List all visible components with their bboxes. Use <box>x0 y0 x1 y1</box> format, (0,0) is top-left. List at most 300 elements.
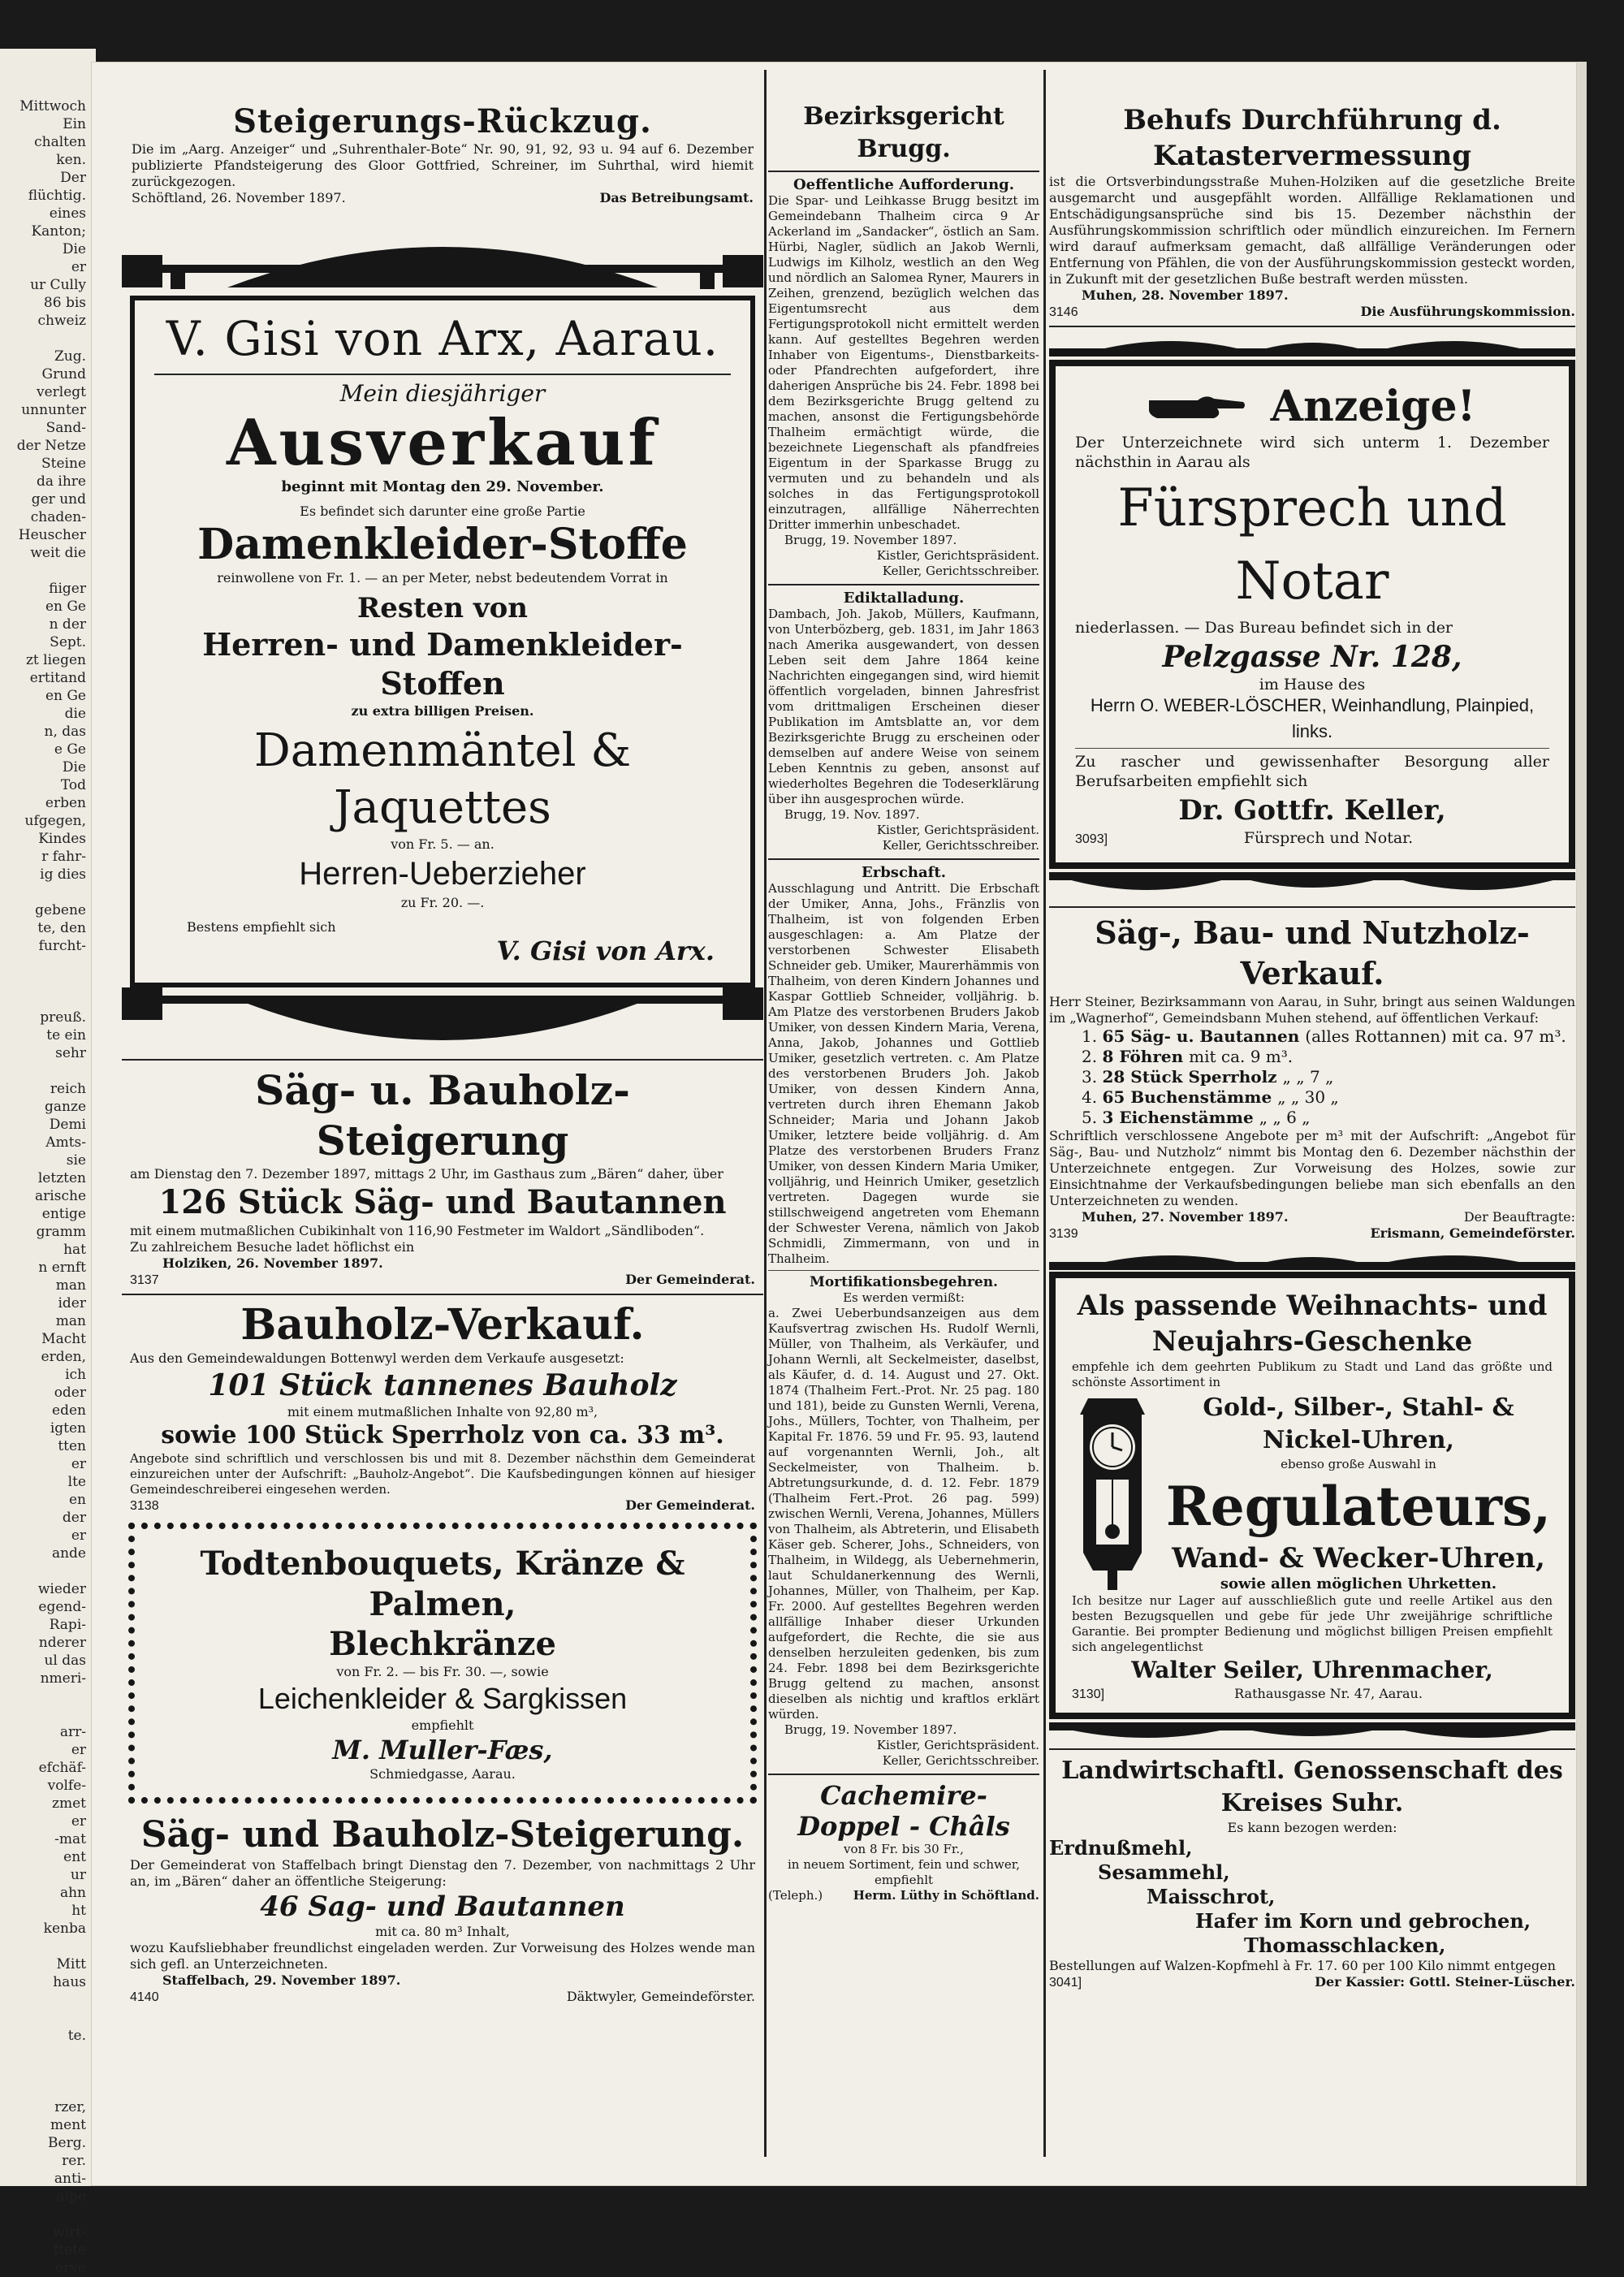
gisi-note: Es befindet sich darunter eine große Partie <box>300 503 585 519</box>
seiler-name: Walter Seiler, Uhrenmacher, <box>1131 1657 1493 1683</box>
gisi-item3: Damenmäntel & Jaquettes <box>253 724 632 834</box>
gutter-line: igten <box>50 1420 86 1437</box>
gutter-line: da ihre <box>37 473 86 490</box>
gutter-line: te, den <box>37 920 86 936</box>
ad-rec: empfiehlt <box>411 1717 474 1733</box>
gisi-item2a: Resten von <box>356 592 529 624</box>
gutter-line: chweiz <box>37 313 86 329</box>
product-item: Sesammehl, <box>1098 1860 1230 1884</box>
page-edge-right <box>1577 62 1587 2186</box>
gutter-line: Zug. <box>54 348 86 365</box>
notice-saeg-bauholz-staffelbach <box>122 1813 763 2006</box>
ad-line1: von 8 Fr. bis 30 Fr., <box>844 1842 964 1856</box>
gisi-headline: Ausverkauf <box>226 406 659 480</box>
gutter-line: eines <box>49 205 86 222</box>
gutter-line: hat <box>63 1242 86 1258</box>
gutter-line: letzten <box>37 1170 86 1186</box>
wood-item-number: 4. <box>1082 1087 1103 1107</box>
gisi-start: beginnt mit Montag den 29. November. <box>281 478 604 495</box>
notice-sign: Das Betreibungsamt. <box>599 190 754 205</box>
gisi-item4-detail: zu Fr. 20. —. <box>400 895 485 910</box>
gutter-line: e Ge <box>54 741 86 758</box>
gisi-item3-detail: von Fr. 5. — an. <box>391 836 495 852</box>
gutter-line: flüchtig. <box>28 188 86 204</box>
product-list <box>1049 1836 1575 1958</box>
wood-item <box>1082 1108 1575 1128</box>
notice-body: Ausschlagung und Antritt. Die Erbschaft der Umiker, Anna, Johs., Fränzlis von Thalheim, ist von folgenden Erben ausgeschlagen: a. Am Platze der verstorbenen Schwester Elisabeth Schneider geb. Umiker, Maurerhämmis von Thalheim, von deren Kindern Johannes und Kaspar Gottlieb Schneider, volljährig. b. Am Platze des verstorbenen Bruders Jakob Umiker, von dessen Kindern Maria, Verena, Anna, Jakob, Johannes und Gottlieb Umiker, gesetzlich vertreten. c. Am Platze des verstorbenen Bruders Joh. Jakob Umiker, von dessen Kindern Anna, vertreten durch ihren Ehemann Jakob Schneider; Maria und Johann Jakob Umiker, letztere beide volljährig. d. Am Platze des verstorbenen Bruders Franz Umiker, von dessen Kindern Maria Umiker, volljährig, und Heinrich Umiker, gesetzlich vertreten. Dagegen wurde sie stillschweigend angetreten vom Ehemann der Schwester Verena, nämlich von Jakob Schmidli, Zimmermann, von und in Thalheim. <box>768 881 1039 1266</box>
gutter-line: man <box>55 1277 86 1294</box>
gutter-line: sehr <box>55 1045 86 1061</box>
gutter-line: ent <box>63 1849 86 1865</box>
product-item: Erdnußmehl, <box>1049 1836 1193 1860</box>
notice-title: Landwirtschaftl. Genossenschaft des Kreises Suhr. <box>1061 1756 1563 1817</box>
notice-sign1: Der Beauftragte: <box>1463 1209 1575 1225</box>
anzeige-big: Fürsprech und Notar <box>1117 478 1507 611</box>
gutter-line <box>0 2045 86 2063</box>
notice-title: Bauholz-Verkauf. <box>240 1300 645 1350</box>
wood-item <box>1082 1067 1575 1087</box>
anzeige-line3: Zu rascher und gewissenhafter Besorgung aller Berufsarbeiten empfiehlt sich <box>1075 753 1549 790</box>
notice-sign: Die Ausführungskommission. <box>1360 304 1575 319</box>
notice-mortifikation <box>768 1274 1039 1769</box>
divider <box>768 584 1039 585</box>
gutter-line: Mittwoch <box>19 98 86 114</box>
gutter-line <box>0 2063 86 2080</box>
notice-line1: Aus den Gemeindewaldungen Bottenwyl werden dem Verkaufe ausgesetzt: <box>130 1350 624 1366</box>
seiler-body: Ich besitze nur Lager auf ausschließlich gute und reelle Artikel aus den besten Bezugsquellen und gebe für jede Uhr zweijährige schriftliche Garantie. Bei prompter Bedienung und möglichst billigen Preisen empfiehlt sich angelegentlichst <box>1072 1593 1553 1654</box>
gutter-line: Kanton; <box>31 223 86 240</box>
ad-cachemire <box>768 1780 1039 1903</box>
notice-title: Mortifikationsbegehren. <box>810 1274 998 1290</box>
divider <box>768 1270 1039 1271</box>
wood-item-qty: 28 <box>1102 1067 1131 1087</box>
notice-sign: Der Gemeinderat. <box>625 1272 755 1287</box>
gutter-line: wirt- <box>53 2224 86 2240</box>
regulator-clock-icon <box>1072 1390 1153 1593</box>
notice-title: Behufs Durchführung d. Katastervermessung <box>1123 104 1501 172</box>
notice-line1: Der Gemeinderat von Staffelbach bringt Dienstag den 7. Dezember, von nachmittags 2 Uhr an, im „Bären“ daher an öffentliche Steigerung: <box>130 1857 755 1889</box>
gutter-line: zt liegen <box>25 652 86 668</box>
gutter-line <box>0 884 86 901</box>
wood-item-number: 1. <box>1082 1026 1103 1046</box>
wood-item-kind: Buchenstämme <box>1130 1087 1278 1107</box>
ad-todtenbouquets <box>128 1523 757 1804</box>
gutter-line: Amts- <box>45 1134 86 1151</box>
notice-sign1: Kistler, Gerichtspräsident. <box>876 823 1039 837</box>
divider <box>122 1294 763 1295</box>
gutter-line <box>0 2080 86 2098</box>
gutter-line <box>0 1938 86 1955</box>
notice-number: 3137 <box>130 1273 159 1287</box>
gutter-line: Grund <box>41 366 86 382</box>
gutter-line: Demi <box>49 1117 86 1133</box>
notice-saeg-bauholz-steigerung <box>122 1065 763 1289</box>
gutter-line: man <box>55 1313 86 1329</box>
gutter-line: entige <box>41 1206 86 1222</box>
gutter-line: -mat <box>54 1831 86 1847</box>
notice-number: 3041] <box>1049 1976 1082 1990</box>
wood-item-number: 5. <box>1082 1108 1103 1127</box>
gutter-line: Die <box>62 241 86 257</box>
gutter-line <box>0 1687 86 1705</box>
gutter-line: n ernft <box>38 1259 86 1276</box>
notice-sign2: Keller, Gerichtsschreiber. <box>882 564 1039 578</box>
gutter-line <box>0 955 86 973</box>
wood-item <box>1082 1047 1575 1067</box>
wood-item-rest: „ „ 6 „ <box>1259 1108 1311 1127</box>
gutter-line: te. <box>67 2028 86 2044</box>
gutter-line: nderer <box>38 1635 86 1651</box>
wood-item-qty: 65 <box>1102 1026 1131 1046</box>
gutter-line: rer. <box>62 2153 86 2169</box>
seiler-addr: Rathausgasse Nr. 47, Aarau. <box>1234 1686 1423 1701</box>
gisi-item2b: Herren- und Damenkleider-Stoffen <box>202 626 683 702</box>
court-header: Bezirksgericht Brugg. <box>803 102 1004 163</box>
notice-body: Dambach, Joh. Jakob, Müllers, Kaufmann, von Unterbözberg, geb. 1831, im Jahr 1863 nach Amerika ausgewandert, von dessen Leben seit dem Jahre 1864 keine Nachrichten eingegangen sind, wird hiemit öffentlich vorgeladen, binnen Jahresfrist vom drittmaligen Erscheinen dieser Publikation im Amtsblatte an, vor dem Bezirksgerichte Brugg zu erscheinen oder demselben auf andere Weise von seinem Leben Kenntnis zu geben, ansonst auf wiederholtes Begehren die Todeserklärung über ihn ausgesprochen würde. <box>768 607 1039 806</box>
seiler-box <box>1049 1272 1575 1719</box>
product-item: Maisschrot, <box>1147 1885 1276 1908</box>
gutter-line: die <box>64 706 86 722</box>
wood-item-kind: Föhren <box>1119 1047 1190 1066</box>
seiler-title2: Neujahrs-Geschenke <box>1151 1325 1473 1358</box>
notice-title: Säg-, Bau- und Nutzholz-Verkauf. <box>1095 914 1530 992</box>
anzeige-owner: Herrn O. WEBER-LÖSCHER, Weinhandlung, Plainpied, links. <box>1090 695 1535 741</box>
gutter-line: kenba <box>43 1921 86 1937</box>
notice-place: Brugg, 19. November 1897. <box>784 533 957 547</box>
notice-title: Erbschaft. <box>862 864 946 881</box>
wood-item-number: 3. <box>1082 1067 1103 1087</box>
notice-body: Schriftlich verschlossene Angebote per m³ mit der Aufschrift: „Angebot für Säg-, Bau- und Nutzholz“ nimmt bis Montag den 6. Dezember nächsthin der Unterzeichnete entgegen. Zur Vorweisung des Holzes, sowie zur Einsichtnahme der Verkaufsbedingungen beliebe man sich ebenfalls an den Unterzeichneten zu wenden. <box>1049 1128 1575 1208</box>
gutter-line: n der <box>49 616 86 633</box>
seiler-intro: empfehle ich dem geehrten Publikum zu Stadt und Land das größte und schönste Assortiment in <box>1072 1359 1553 1389</box>
seiler-line3: Wand- & Wecker-Uhren, <box>1172 1541 1545 1575</box>
gutter-line <box>0 973 86 991</box>
gutter-line: Sept. <box>50 634 86 650</box>
notice-place: Holziken, 26. November 1897. <box>162 1255 383 1271</box>
pointing-hand-icon <box>1149 391 1246 423</box>
gisi-item2-detail: zu extra billigen Preisen. <box>351 703 534 719</box>
ad-line2: in neuem Sortiment, fein und schwer, empfiehlt <box>787 1857 1021 1887</box>
ornament-bottom <box>1049 1719 1575 1743</box>
gutter-line: wieder <box>37 1581 86 1597</box>
gutter-line <box>0 1562 86 1580</box>
gutter-line: gebene <box>35 902 86 918</box>
gutter-line <box>0 1705 86 1723</box>
notice-steigerungs-rueckzug <box>122 102 763 206</box>
ad-anzeige-notar <box>1049 332 1575 901</box>
ad-sub: Blechkränze <box>329 1625 556 1663</box>
anzeige-role: Fürsprech und Notar. <box>1243 829 1414 847</box>
divider <box>768 1774 1039 1775</box>
anzeige-name: Dr. Gottfr. Keller, <box>1178 794 1446 827</box>
notice-place: Staffelbach, 29. November 1897. <box>162 1972 401 1988</box>
notice-line3: Zu zahlreichem Besuche ladet höflichst ein <box>130 1239 415 1255</box>
gutter-line: haus <box>53 1974 86 1990</box>
gutter-line: tten <box>58 1438 86 1454</box>
gutter-line: er <box>71 259 86 275</box>
seiler-line4: sowie allen möglichen Uhrketten. <box>1220 1575 1497 1592</box>
gutter-line <box>0 991 86 1009</box>
gutter-line <box>0 562 86 580</box>
divider <box>768 858 1039 860</box>
gutter-line: arische <box>35 1188 86 1204</box>
gutter-line: r fahr- <box>41 849 86 865</box>
gutter-line: zmet <box>52 1795 86 1812</box>
notice-place: Brugg, 19. Nov. 1897. <box>784 807 920 822</box>
notice-title: Steigerungs-Rückzug. <box>233 102 652 140</box>
ornament-bottom <box>1049 869 1575 901</box>
notice-big: 46 Sag- und Bautannen <box>260 1890 625 1923</box>
gutter-line: en Ge <box>45 598 86 615</box>
anzeige-box <box>1049 360 1575 869</box>
gutter-line: egend- <box>38 1599 86 1615</box>
wood-item <box>1082 1026 1575 1047</box>
notice-sign: Der Gemeinderat. <box>625 1497 755 1513</box>
gutter-line: eden <box>52 1402 86 1419</box>
notice-sign2: Keller, Gerichtsschreiber. <box>882 1753 1039 1768</box>
ad-title1: Cachemire- <box>820 1780 987 1811</box>
wood-item <box>1082 1087 1575 1108</box>
gutter-line: erden, <box>41 1349 86 1365</box>
notice-erbschaft <box>768 865 1039 1267</box>
gutter-line: Berg. <box>48 2135 86 2151</box>
notice-sign1: Kistler, Gerichtspräsident. <box>876 548 1039 563</box>
wood-item-kind: Stück Sperrholz <box>1130 1067 1283 1087</box>
anzeige-line1: Der Unterzeichnete wird sich unterm 1. Dezember nächsthin in Aarau als <box>1075 434 1549 471</box>
gutter-line: te ein <box>46 1027 86 1043</box>
gutter-line: Rapi- <box>49 1617 86 1633</box>
notice-body: ist die Ortsverbindungsstraße Muhen-Holziken auf die gesetzliche Breite ausgemarcht und ausgepfählt worden. Allfällige Reklamationen und Entschädigungsansprüche sind bis 15. Dezember nächsthin der Ausführungskommission schriftlich oder mündlich einzureichen. Im Fernern wird darauf aufmerksam gemacht, daß allfällige Veränderungen oder Entfernung von Pfählen, die von der Ausführungskommission gesteckt worden, in Zukunft mit der gesetzlichen Buße bestraft werden müssten. <box>1049 174 1575 287</box>
wood-item-list <box>1049 1026 1575 1128</box>
gutter-line: ken. <box>56 152 86 168</box>
gutter-line: ger und <box>31 491 86 508</box>
gutter-line <box>0 1991 86 2009</box>
wood-item-qty: 8 <box>1102 1047 1120 1066</box>
notice-body: Die im „Aarg. Anzeiger“ und „Suhrenthaler-Bote“ Nr. 90, 91, 92, 93 u. 94 auf 6. Dezember publizierte Pfandsteigerung des Gloor Gottfried, Schreiner, im Suhrthal, wird hiemit zurückgezogen. <box>132 141 754 189</box>
wood-item-rest: mit ca. 9 m³. <box>1189 1047 1294 1066</box>
divider <box>1049 1748 1575 1750</box>
product-item: Thomasschlacken, <box>1244 1934 1446 1957</box>
seiler-big: Regulateurs, <box>1165 1474 1552 1538</box>
gisi-sign: V. Gisi von Arx. <box>496 935 715 966</box>
notice-place: Brugg, 19. November 1897. <box>784 1722 957 1737</box>
gutter-line: rzer, <box>54 2099 86 2115</box>
notice-place: Muhen, 28. November 1897. <box>1082 287 1289 303</box>
notice-title: Oeffentliche Aufforderung. <box>793 176 1015 193</box>
gutter-line: erben <box>45 795 86 811</box>
notice-line: Bestellungen auf Walzen-Kopfmehl à Fr. 17. 60 per 100 Kilo nimmt entgegen <box>1049 1958 1556 1973</box>
notice-title: Säg- u. Bauholz-Steigerung <box>255 1066 630 1164</box>
notice-intro: Herr Steiner, Bezirksammann von Aarau, in Suhr, bringt aus seinen Waldungen im „Wagnerhof“, Gemeindsbann Muhen stehend, auf öffentlichen Verkauf: <box>1049 994 1575 1026</box>
notice-sign2: Erismann, Gemeindeförster. <box>1370 1225 1575 1241</box>
notice-body: Die Spar- und Leihkasse Brugg besitzt im Gemeindebann Thalheim circa 9 Ar Ackerland im „Sandacker“, östlich an Sam. Hürbi, Nagler, südlich an Jakob Wernli, Ludwigs im Kilholz, westlich an den Weg und nördlich an Salomea Ryner, Maurers in Zeihen, grenzend, bezüglich welchen das Eigentumsrecht aus dem Fertigungsprotokoll nicht ermittelt werden kann. Auf gestelltes Begehren werden Inhaber von Eigentums-, Dienstbarkeits- oder Pfandrechten aufgefordert, ihre daherigen Ansprüche bis 24. Febr. 1898 bei dem Bezirksgerichte Brugg geltend zu machen, ansonst die Fertigungsbehörde Thalheim ermächtigt würde, die bezeichnete Liegenschaft als pfandfreies Eigentum in der Sparkasse Brugg zu vermuten und zu behandeln und als solches in das Fertigungsprotokoll einzutragen, allfällige Näherrechten Dritter immerhin unbeschadet. <box>768 193 1039 532</box>
gutter-line: weit die <box>30 545 86 561</box>
notice-sign: Däktwyler, Gemeindeförster. <box>566 1989 755 2004</box>
anzeige-number: 3093] <box>1075 832 1108 846</box>
gutter-line: en <box>68 1492 86 1508</box>
notice-landw-genossenschaft <box>1049 1755 1575 1991</box>
notice-sign: Der Kassier: Gottl. Steiner-Lüscher. <box>1315 1974 1575 1990</box>
gutter-line: furcht- <box>38 938 86 954</box>
gutter-line: unnunter <box>21 402 86 418</box>
gutter-line <box>0 330 86 348</box>
gutter-line: Macht <box>41 1331 86 1347</box>
ornament-top <box>122 239 763 296</box>
ad-price: von Fr. 2. — bis Fr. 30. —, sowie <box>336 1664 549 1679</box>
newspaper-page <box>91 62 1577 2186</box>
gutter-line: alpe <box>56 2188 86 2205</box>
gutter-line: Steine <box>41 456 86 472</box>
notice-sub: Es werden vermißt: <box>843 1290 965 1305</box>
wood-item-number: 2. <box>1082 1047 1103 1066</box>
gutter-line: Tod <box>60 777 86 793</box>
gisi-greet: Bestens empfiehlt sich <box>187 919 336 935</box>
seiler-line1: Gold-, Silber-, Stahl- & Nickel-Uhren, <box>1203 1393 1514 1454</box>
notice-number: 3139 <box>1049 1227 1078 1241</box>
gutter-line: arr- <box>59 1724 86 1740</box>
gutter-line: Der <box>60 170 86 186</box>
gutter-line: n, das <box>44 724 86 740</box>
column-right <box>1049 62 1575 1991</box>
gutter-line: chalten <box>34 134 86 150</box>
gutter-line <box>0 1062 86 1080</box>
product-item: Hafer im Korn und gebrochen, <box>1195 1909 1531 1933</box>
divider <box>1075 748 1549 749</box>
gutter-line: reich <box>50 1081 86 1097</box>
ad-name: M. Muller-Fæs, <box>332 1735 553 1765</box>
notice-big: 126 Stück Säg- und Bautannen <box>158 1183 727 1221</box>
gutter-line: Ein <box>63 116 86 132</box>
gutter-line: ur Cully <box>30 277 86 293</box>
gutter-line: en Ge <box>45 688 86 704</box>
column-left <box>122 62 763 2006</box>
ad-title: Todtenbouquets, Kränze & Palmen, <box>200 1545 685 1623</box>
gutter-line <box>0 2206 86 2223</box>
anzeige-title: Anzeige! <box>1270 382 1476 431</box>
column-rule <box>764 70 767 2157</box>
ad-walter-seiler <box>1049 1247 1575 1743</box>
notice-title: Säg- und Bauholz-Steigerung. <box>140 1814 745 1856</box>
notice-place: Schöftland, 26. November 1897. <box>132 190 346 205</box>
wood-item-rest: „ „ 30 „ <box>1277 1087 1339 1107</box>
gutter-line <box>0 2009 86 2027</box>
wood-item-kind: Säg- u. Bautannen <box>1130 1026 1306 1046</box>
gutter-line: Sand- <box>45 420 86 436</box>
anzeige-street: Pelzgasse Nr. 128, <box>1162 640 1462 674</box>
seiler-number: 3130] <box>1072 1687 1105 1701</box>
gisi-item1-detail: reinwollene von Fr. 1. — an per Meter, nebst bedeutendem Vorrat in <box>217 570 668 585</box>
notice-place: Muhen, 27. November 1897. <box>1082 1209 1289 1225</box>
gisi-item1: Damenkleider-Stoffe <box>197 520 688 569</box>
notice-number: 3138 <box>130 1499 159 1513</box>
notice-big2: sowie 100 Stück Sperrholz von ca. 33 m³. <box>161 1421 724 1450</box>
anzeige-line2: niederlassen. — Das Bureau befindet sich in der <box>1075 619 1453 637</box>
gutter-line: ahn <box>59 1885 86 1901</box>
divider <box>1049 326 1575 327</box>
wood-item-qty: 3 <box>1102 1108 1120 1127</box>
gutter-line: erve <box>55 2260 86 2276</box>
gutter-line: ht <box>71 1903 86 1919</box>
gutter-line: ufgegen, <box>24 813 86 829</box>
gutter-line: ertitand <box>29 670 86 686</box>
gutter-line: verlegt <box>36 384 86 400</box>
gutter-line: er <box>71 1742 86 1758</box>
gisi-intro: Mein diesjähriger <box>339 380 546 407</box>
ornament-bottom <box>122 987 763 1052</box>
gisi-item4: Herren-Ueberzieher <box>299 856 586 892</box>
notice-body: a. Zwei Ueberbundsanzeigen aus dem Kaufsvertrag zwischen Hs. Rudolf Wernli, Müller, von Thalheim, als Verkäufer, und Johann Wernli, alt Seckelmeister, daselbst, als Käufer, d. d. 14. August und 27. Okt. 1874 (Thalheim Fert.-Prot. Nr. 25 pag. 180 und 181), beide zu Gunsten Wernli, Verena, Johs., Müllers, Tochter, von Thalheim, per Kapital Fr. 1876. 59 und Fr. 95. 93, lautend auf vorgenannten Wernli, Joh., alt Seckelmeister, von Thalheim. b. Abtretungsurkunde, d. d. 12. Febr. 1879 (Thalheim Fert.-Prot. 26 pag. 599) zwischen Wernli, Verena, Johannes, Müllers von Thalheim, als Abtreterin, und Elisabeth Käser geb. Scherer, Johs., Schneiders, von Thalheim, in Wildegg, als Uebernehmerin, laut Schuldanerkennung des Wernli, Johannes, Müller, von Thalheim, per Kap. Fr. 2000. Auf gestelltes Begehren werden allfällige Inhaber dieser Urkunden aufgefordert, die Rechte, die sie aus denselben herzuleiten gedenken, bis zum 24. Febr. 1898 bei dem Bezirksgerichte Brugg geltend zu machen, ansonst dieselben als nichtig und kraftlos erklärt würden. <box>768 1306 1039 1722</box>
gutter-line: Die <box>62 759 86 776</box>
notice-sub: Es kann bezogen werden: <box>1227 1820 1397 1835</box>
ad-tel: (Teleph.) <box>768 1888 823 1903</box>
notice-title: Ediktalladung. <box>843 590 965 607</box>
gisi-box <box>130 296 755 987</box>
gutter-line: efchäf- <box>38 1760 86 1776</box>
gutter-line: Kindes <box>38 831 86 847</box>
ad-sign: Herm. Lüthy in Schöftland. <box>853 1888 1039 1903</box>
gutter-line: oder <box>54 1385 86 1401</box>
notice-number: 4140 <box>130 1990 159 2004</box>
gutter-line: ment <box>50 2117 86 2133</box>
gutter-line: chaden- <box>30 509 86 525</box>
notice-big: 101 Stück tannenes Bauholz <box>208 1368 677 1402</box>
gutter-line: er <box>71 1813 86 1830</box>
gutter-line: der <box>62 1510 86 1526</box>
gutter-line: Mitt <box>56 1956 86 1972</box>
ad-gisi-von-arx <box>122 239 763 1052</box>
notice-bauholz-verkauf <box>122 1300 763 1514</box>
wood-item-qty: 65 <box>1102 1087 1131 1107</box>
notice-katastervermessung <box>1049 102 1575 321</box>
gutter-line: fiiger <box>49 581 86 597</box>
divider <box>122 1059 763 1061</box>
gutter-line: sie <box>66 1152 86 1169</box>
gutter-line: ig dies <box>40 866 86 883</box>
anzeige-house: im Hause des <box>1259 676 1366 693</box>
adjacent-page-gutter <box>0 97 89 2276</box>
notice-line2: mit ca. 80 m³ Inhalt, <box>375 1924 510 1939</box>
seiler-title1: Als passende Weihnachts- und <box>1077 1290 1548 1322</box>
gutter-line: anti- <box>54 2171 86 2187</box>
gutter-line: gramm <box>36 1224 86 1240</box>
gutter-line: ich <box>65 1367 86 1383</box>
ad-addr: Schmiedgasse, Aarau. <box>369 1766 516 1782</box>
gutter-line: Heuscher <box>18 527 86 543</box>
notice-sign2: Keller, Gerichtsschreiber. <box>882 838 1039 853</box>
gutter-line: ganze <box>45 1099 86 1115</box>
divider <box>154 374 731 375</box>
divider <box>768 171 1039 172</box>
gutter-line: lte <box>67 1474 86 1490</box>
gutter-line: volfe- <box>47 1778 86 1794</box>
ad-line: Leichenkleider & Sargkissen <box>257 1682 628 1715</box>
gutter-line: ul das <box>44 1653 86 1669</box>
seiler-line2: ebenso große Auswahl in <box>1281 1456 1436 1471</box>
notice-line3: wozu Kaufsliebhaber freundlichst eingeladen werden. Zur Vorweisung des Holzes wende man sich gefl. an Unterzeichneten. <box>130 1940 755 1972</box>
wood-item-rest: „ „ 7 „ <box>1282 1067 1334 1087</box>
wood-item-kind: Eichenstämme <box>1119 1108 1259 1127</box>
ad-title2: Doppel - Châls <box>797 1811 1010 1842</box>
ornament-top <box>1049 332 1575 360</box>
gutter-line: preuß. <box>40 1009 86 1026</box>
gutter-line: er <box>71 1456 86 1472</box>
gutter-line: er <box>71 1527 86 1544</box>
gutter-line: ider <box>58 1295 86 1311</box>
divider <box>1049 906 1575 908</box>
column-middle <box>768 62 1039 1903</box>
notice-line2: mit einem mutmaßlichen Inhalte von 92,80 m³, <box>287 1404 598 1419</box>
gutter-line: ftete <box>53 2242 86 2258</box>
